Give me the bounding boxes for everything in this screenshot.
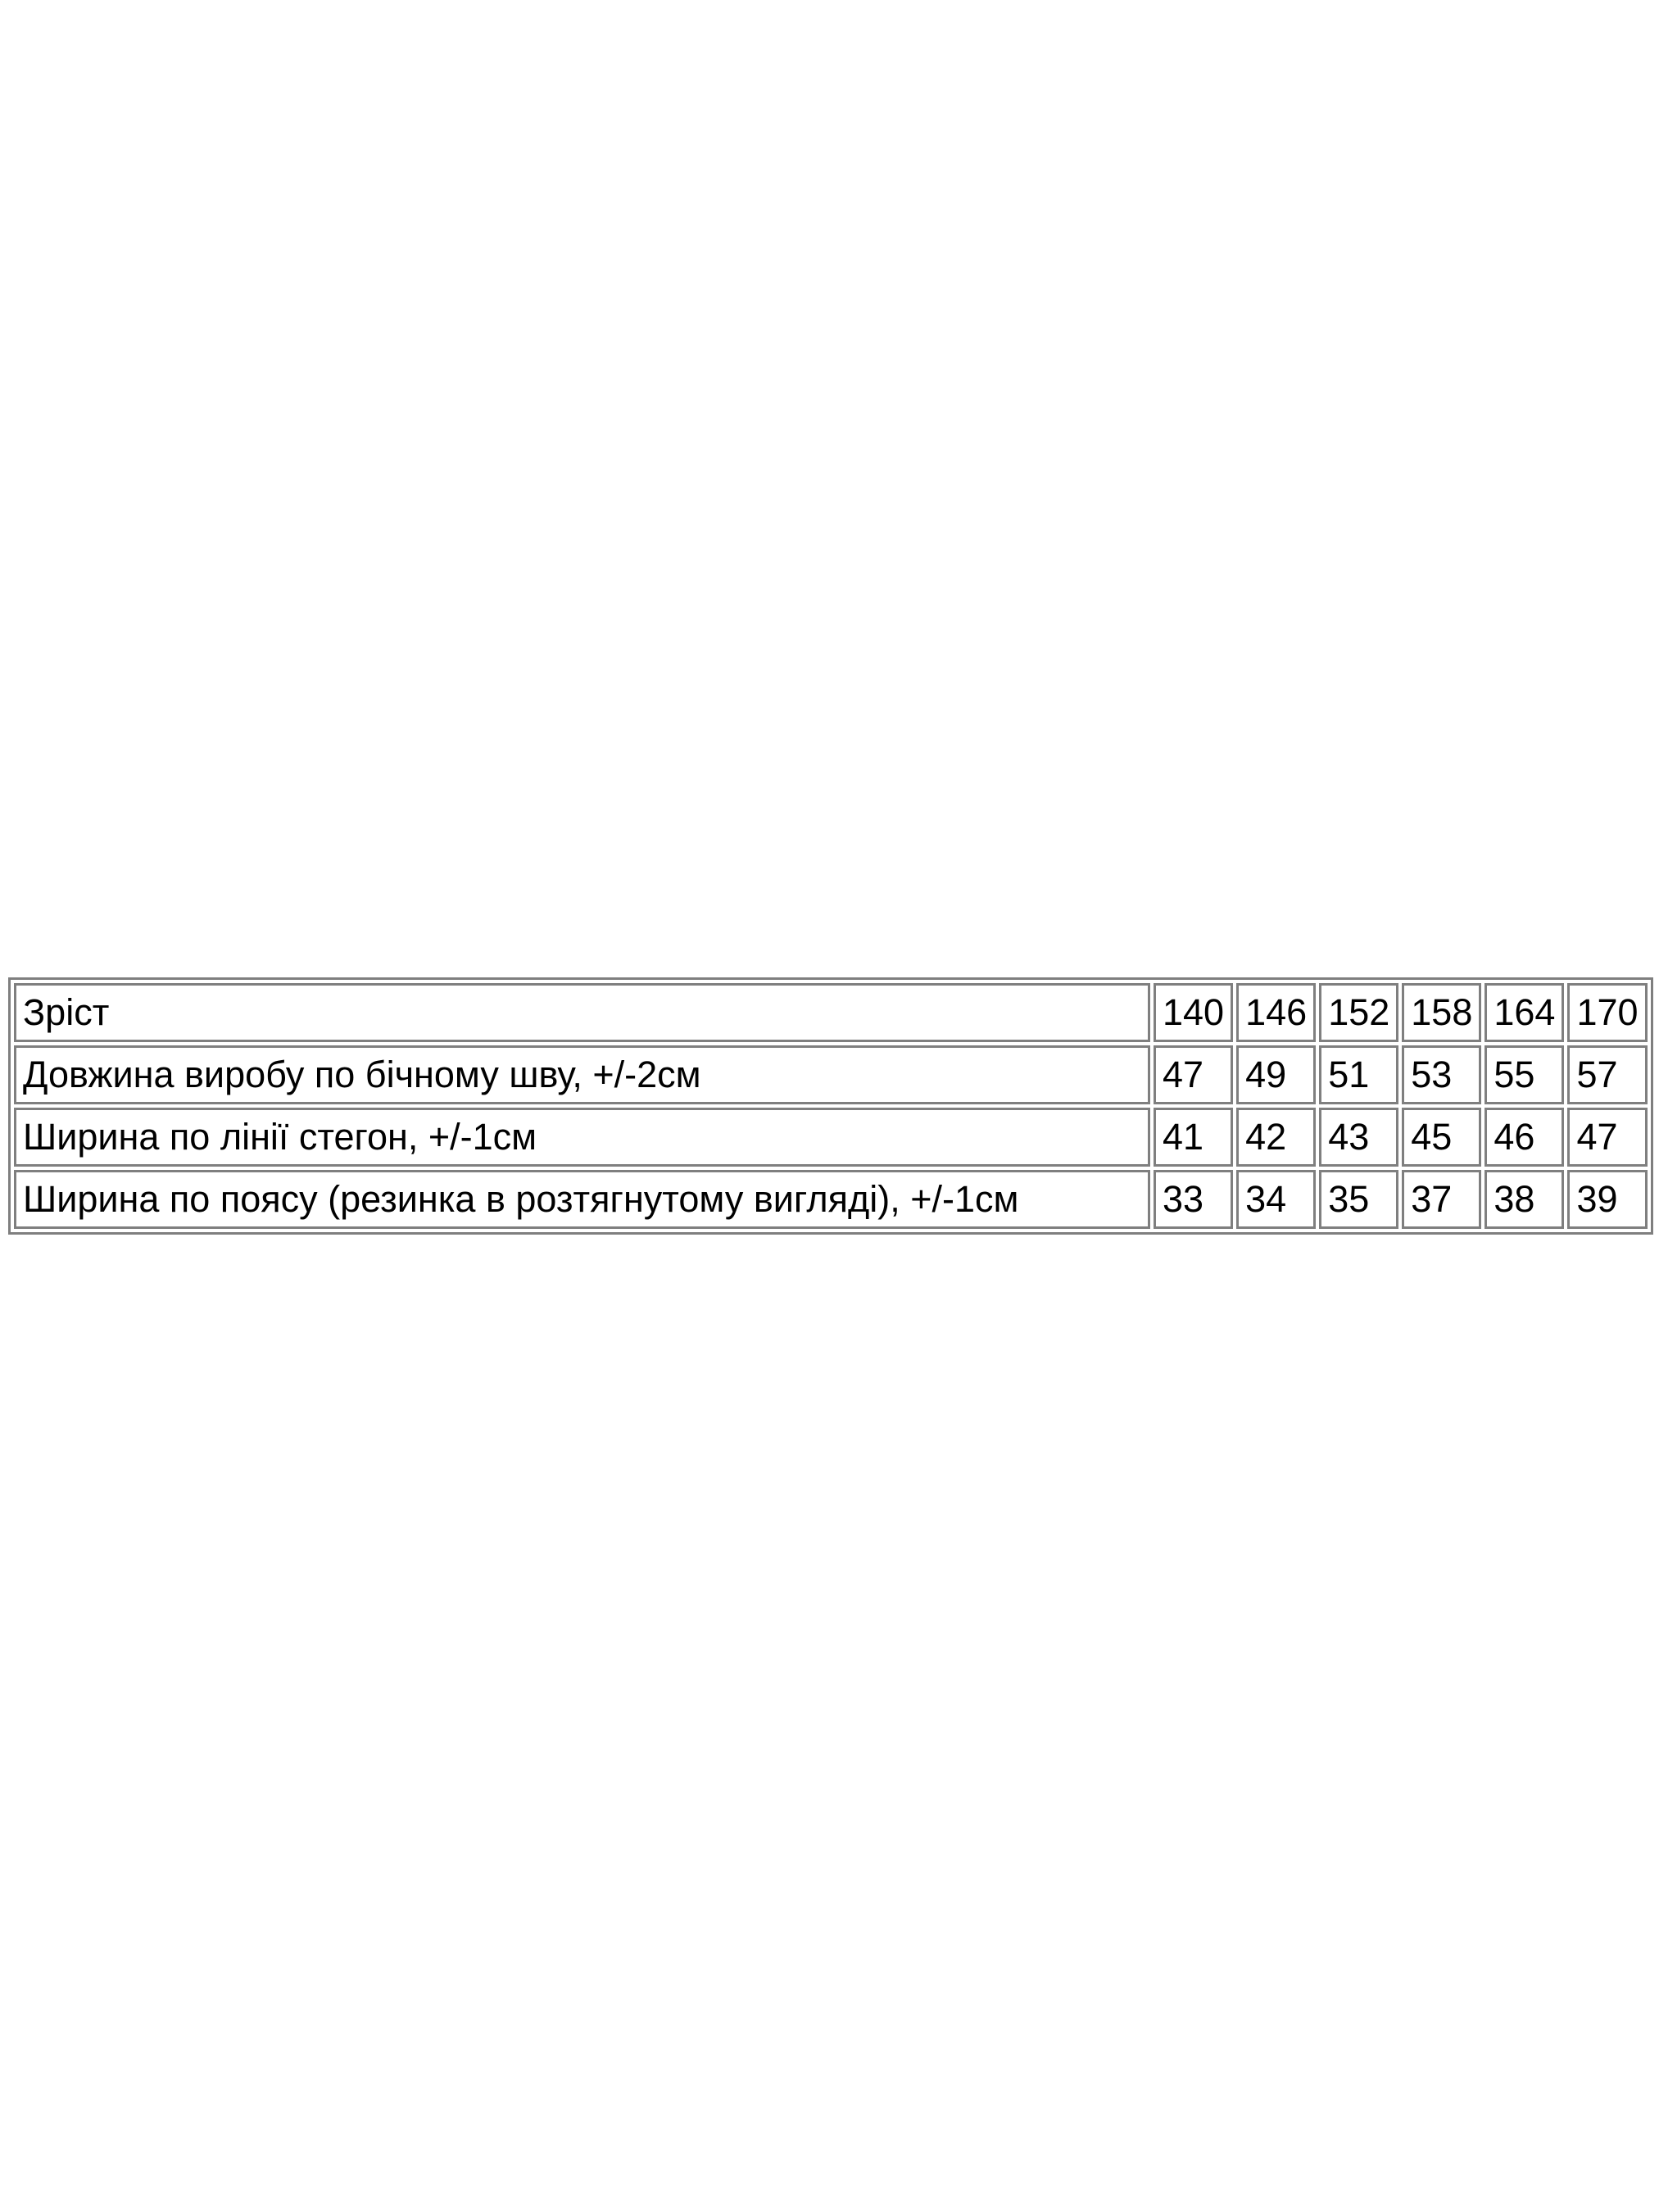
size-value-cell: 42 — [1236, 1108, 1316, 1167]
size-value-cell: 55 — [1484, 1045, 1564, 1104]
size-value-cell: 158 — [1402, 983, 1481, 1042]
size-value-cell: 146 — [1236, 983, 1316, 1042]
size-value-cell: 35 — [1319, 1170, 1398, 1229]
size-value-cell: 164 — [1484, 983, 1564, 1042]
size-value-cell: 53 — [1402, 1045, 1481, 1104]
size-value-cell: 49 — [1236, 1045, 1316, 1104]
size-header-row — [14, 983, 1648, 1042]
row-label-cell: Зріст — [14, 983, 1150, 1042]
table-row — [14, 1108, 1648, 1167]
size-value-cell: 38 — [1484, 1170, 1564, 1229]
size-value-cell: 152 — [1319, 983, 1398, 1042]
row-label-cell: Довжина виробу по бічному шву, +/-2см — [14, 1045, 1150, 1104]
row-label-cell: Ширина по лінії стегон, +/-1см — [14, 1108, 1150, 1167]
size-value-cell: 140 — [1154, 983, 1233, 1042]
size-value-cell: 47 — [1567, 1108, 1647, 1167]
table-row — [14, 1045, 1648, 1104]
size-value-cell: 34 — [1236, 1170, 1316, 1229]
size-chart-table — [8, 977, 1653, 1235]
size-value-cell: 51 — [1319, 1045, 1398, 1104]
size-value-cell: 39 — [1567, 1170, 1647, 1229]
size-value-cell: 47 — [1154, 1045, 1233, 1104]
size-value-cell: 37 — [1402, 1170, 1481, 1229]
size-value-cell: 170 — [1567, 983, 1647, 1042]
size-value-cell: 43 — [1319, 1108, 1398, 1167]
size-value-cell: 33 — [1154, 1170, 1233, 1229]
size-value-cell: 45 — [1402, 1108, 1481, 1167]
size-value-cell: 46 — [1484, 1108, 1564, 1167]
size-value-cell: 57 — [1567, 1045, 1647, 1104]
table-row — [14, 1170, 1648, 1229]
size-value-cell: 41 — [1154, 1108, 1233, 1167]
row-label-cell: Ширина по поясу (резинка в розтягнутому вигляді), +/-1см — [14, 1170, 1150, 1229]
